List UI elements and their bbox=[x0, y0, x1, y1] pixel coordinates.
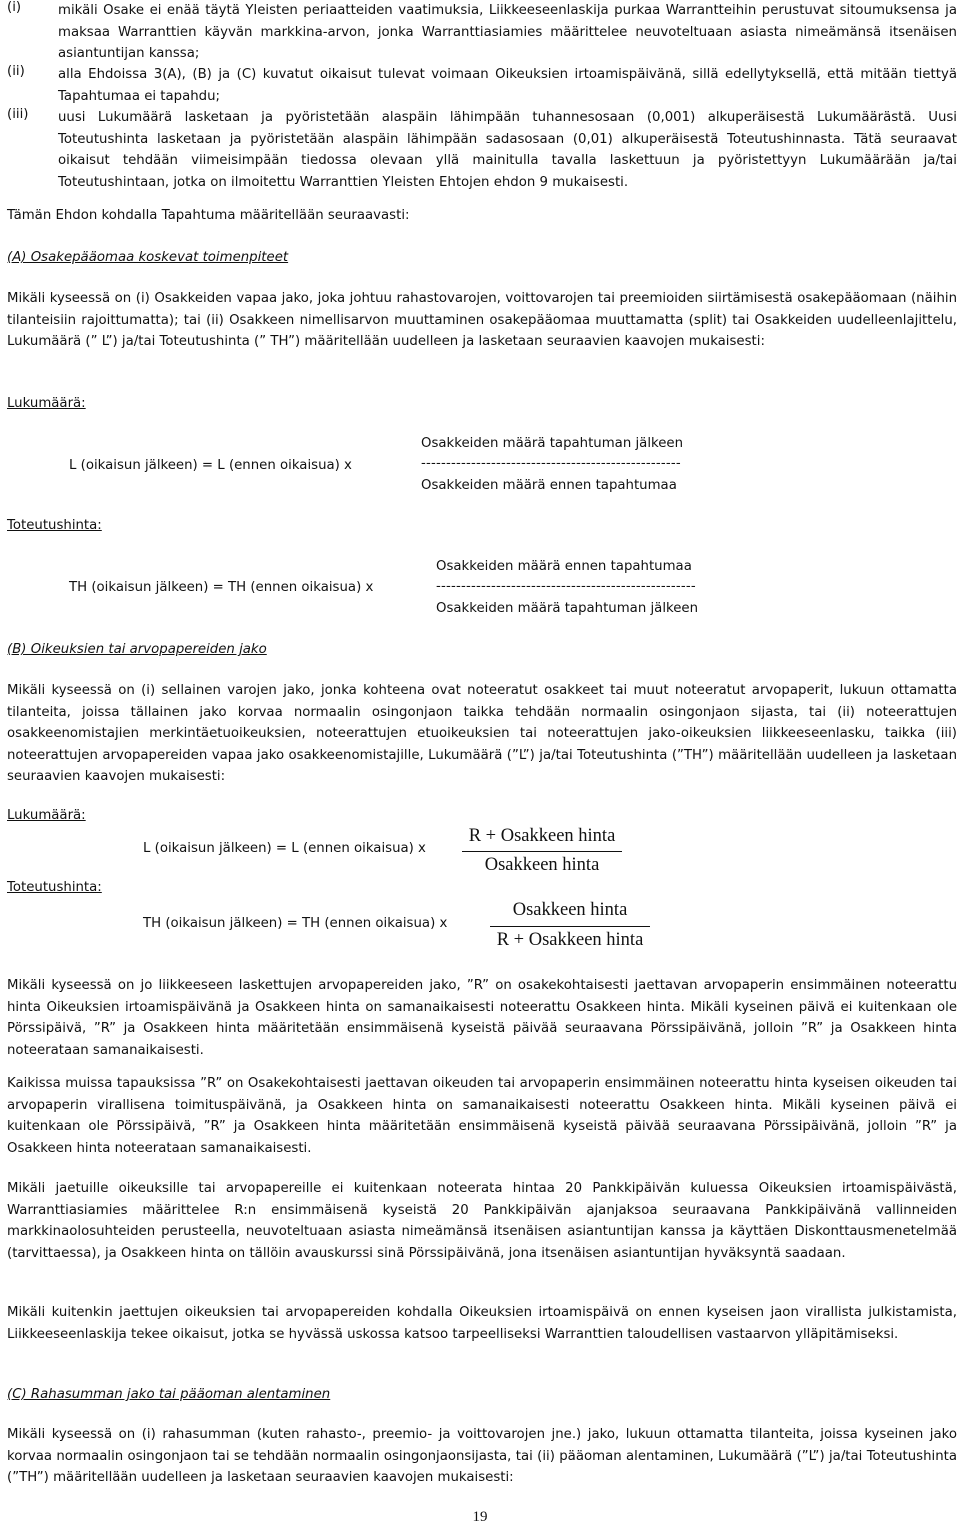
list-item-i bbox=[7, 0, 957, 65]
list-item-text: alla Ehdoissa 3(A), (B) ja (C) kuvatut oikaisut tulevat voimaan Oikeuksien irtoamispäivänä, sillä edellytyksellä, että mitään tiettyä Tapahtumaa ei tapahdu; bbox=[58, 67, 957, 104]
intro-paragraph: Tämän Ehdon kohdalla Tapahtuma määritellään seuraavasti: bbox=[7, 208, 410, 223]
formula-a2-left: TH (oikaisun jälkeen) = TH (ennen oikaisua) x bbox=[69, 580, 374, 595]
formula-a2-numerator: Osakkeiden määrä ennen tapahtumaa bbox=[436, 559, 692, 574]
section-b-paragraph-before-announcement: Mikäli kuitenkin jaettujen oikeuksien tai arvopapereiden kohdalla Oikeuksien irtoamispäivä on ennen kyseisen jaon virallista julkistamista, Liikkeeseenlaskija tekee oikaisut, jotka se hyvässä uskossa katsoo tarpeelliseksi Warranttien taloudellisen vastaarvon ylläpitämiseksi. bbox=[7, 1305, 957, 1342]
toteutushinta-label-a: Toteutushinta: bbox=[7, 518, 102, 533]
section-b-paragraph-r-definition: Mikäli kyseessä on jo liikkeeseen laskettujen arvopapereiden jako, ”R” on osakekohtaisesti jaettavan arvopaperin ensimmäinen noteerattu hinta Oikeuksien irtoamispäivänä ja Osakkeen hinta on samanaikaisesti noteerattu Osakkeen hinta. Mikäli kyseinen päivä ei kuitenkaan ole Pörssipäivä, ”R” ja Osakkeen hinta määritetään ensimmäisenä kyseistä päivää seuraavana Pörssipäivänä, jolloin ”R” ja Osakkeen hinta noteerataan samanaikaisesti. bbox=[7, 978, 957, 1058]
lukumaara-label-b: Lukumäärä: bbox=[7, 808, 86, 823]
formula-a2-denominator: Osakkeiden määrä tapahtuman jälkeen bbox=[436, 601, 699, 616]
formula-a2-divider: ---------------------------------------------------- bbox=[436, 579, 696, 594]
formula-b1-numerator: R + Osakkeen hinta bbox=[468, 826, 616, 846]
section-c-paragraph: Mikäli kyseessä on (i) rahasumman (kuten rahasto-, preemio- ja voittovarojen jne.) jako, lukuun ottamatta tilanteita, joissa kyseinen jako korvaa normaalin osingonjaon tai se tehdään normaalin osingonjaonsijasta, tai (ii) pääoman alentaminen, Lukumäärä (”L”) ja/tai Toteutushinta (”TH”) määritellään uudelleen ja lasketaan seuraavien kaavojen mukaisesti: bbox=[7, 1427, 957, 1485]
formula-b2-denominator: R + Osakkeen hinta bbox=[496, 930, 644, 950]
list-item-number: (iii) bbox=[7, 107, 29, 122]
section-b-heading: (B) Oikeuksien tai arvopapereiden jako bbox=[7, 642, 267, 657]
section-c-heading: (C) Rahasumman jako tai pääoman alentaminen bbox=[7, 1387, 331, 1402]
section-a-paragraph: Mikäli kyseessä on (i) Osakkeiden vapaa jako, joka johtuu rahastovarojen, voittovarojen tai preemioiden siirtämisestä osakepääomaan (näihin tilanteisiin rajoittumatta); tai (ii) Osakkeen nimellisarvon muuttaminen osakepääomaa muuttamatta (split) tai Osakkeiden uudelleenlajittelu, Lukumäärä (” L”) ja/tai Toteutushinta (” TH”) määritellään uudelleen ja lasketaan seuraavien kaavojen mukaisesti: bbox=[7, 291, 957, 349]
formula-b2-left: TH (oikaisun jälkeen) = TH (ennen oikaisua) x bbox=[143, 916, 448, 931]
formula-b2-fraction-bar bbox=[490, 926, 650, 927]
formula-b2-numerator: Osakkeen hinta bbox=[512, 900, 628, 920]
formula-a1-divider: ---------------------------------------------------- bbox=[421, 456, 681, 471]
list-item-number: (i) bbox=[7, 0, 22, 15]
section-a-heading: (A) Osakepääomaa koskevat toimenpiteet bbox=[7, 250, 289, 265]
section-b-paragraph-other-cases: Kaikissa muissa tapauksissa ”R” on Osakekohtaisesti jaettavan oikeuden tai arvopaperin ensimmäinen noteerattu hinta kyseisen oikeuden tai arvopaperin virallisena toimituspäivänä, ja Osakkeen hinta on samanaikaisesti noteerattu Osakkeen hinta. Mikäli kyseinen päivä ei kuitenkaan ole Pörssipäivä, ”R” ja Osakkeen hinta määritetään ensimmäisenä kyseistä päivää seuraavana Pörssipäivänä, jolloin ”R” ja Osakkeen hinta noteerataan samanaikaisesti. bbox=[7, 1076, 957, 1156]
list-item-text: uusi Lukumäärä lasketaan ja pyöristetään alaspäin lähimpään tuhannesosaan (0,001) alkuperäisestä Lukumäärästä. Uusi Toteutushinta lasketaan ja pyöristetään alaspäin lähimpään sadasosaan (0,01) alkuperäisestä Toteutushinnasta. Tätä seuraavat oikaisut tehdään viimeisimpään tiedossa olevaan yllä mainitulla tavalla laskettuun ja pyöristettyyn Lukumäärään ja/tai Toteutushintaan, jotka on ilmoitettu Warranttien Yleisten Ehtojen ehdon 9 mukaisesti. bbox=[58, 110, 957, 190]
toteutushinta-label-b: Toteutushinta: bbox=[7, 880, 102, 895]
list-item-number: (ii) bbox=[7, 64, 25, 79]
formula-a1-numerator: Osakkeiden määrä tapahtuman jälkeen bbox=[421, 436, 684, 451]
formula-a1-left: L (oikaisun jälkeen) = L (ennen oikaisua) x bbox=[69, 458, 352, 473]
page-number: 19 bbox=[472, 1509, 488, 1525]
section-b-paragraph: Mikäli kyseessä on (i) sellainen varojen jako, jonka kohteena ovat noteeratut osakkeet tai muut noteeratut arvopaperit, lukuun ottamatta tilanteita, joissa tällainen jako korvaa normaalin osingonjaon taikka tehdään normaalin osingonjaon sijasta, tai (ii) noteerattujen osakkeenomistajien merkintäetuoikeuksien, noteerattujen etuoikeuksien tai noteerattujen jako-oikeuksien liikkeeseenlasku, taikka (iii) noteerattujen arvopapereiden vapaa jako osakkeenomistajille, Lukumäärä (”L”) ja/tai Toteutushinta (”TH”) määritellään uudelleen ja lasketaan seuraavien kaavojen mukaisesti: bbox=[7, 683, 957, 784]
lukumaara-label-a: Lukumäärä: bbox=[7, 396, 86, 411]
formula-b1-left: L (oikaisun jälkeen) = L (ennen oikaisua) x bbox=[143, 841, 426, 856]
formula-b1-denominator: Osakkeen hinta bbox=[484, 855, 600, 875]
formula-a1-denominator: Osakkeiden määrä ennen tapahtumaa bbox=[421, 478, 677, 493]
formula-b1-fraction-bar bbox=[462, 851, 622, 852]
list-item-iii bbox=[7, 107, 957, 193]
section-b-paragraph-no-quote: Mikäli jaetuille oikeuksille tai arvopapereille ei kuitenkaan noteerata hintaa 20 Pankkipäivän kuluessa Oikeuksien irtoamispäivästä, Warranttiasiamies määrittelee R:n ensimmäisenä kyseistä 20 Pankkipäivän ajanjaksoa seuraavana Pankkipäivänä vallinneiden markkinaolosuhteiden perusteella, neuvoteltuaan asiasta nimeämänsä itsenäisen asiantuntijan kanssa ja käyttäen Diskonttausmenetelmää (tarvittaessa), ja Osakkeen hinta on tällöin avauskurssi sinä Pörssipäivänä, jona itsenäisen asiantuntijan hyväksyntä saadaan. bbox=[7, 1181, 957, 1261]
list-item-text: mikäli Osake ei enää täytä Yleisten periaatteiden vaatimuksia, Liikkeeseenlaskija purkaa Warrantteihin perustuvat sitoumuksensa ja maksaa Warranttien käyvän markkina-arvon, jonka Warranttiasiamies määrittelee neuvoteltuaan asiasta nimeämänsä itsenäisen asiantuntijan kanssa; bbox=[58, 3, 957, 61]
list-item-ii bbox=[7, 64, 957, 107]
